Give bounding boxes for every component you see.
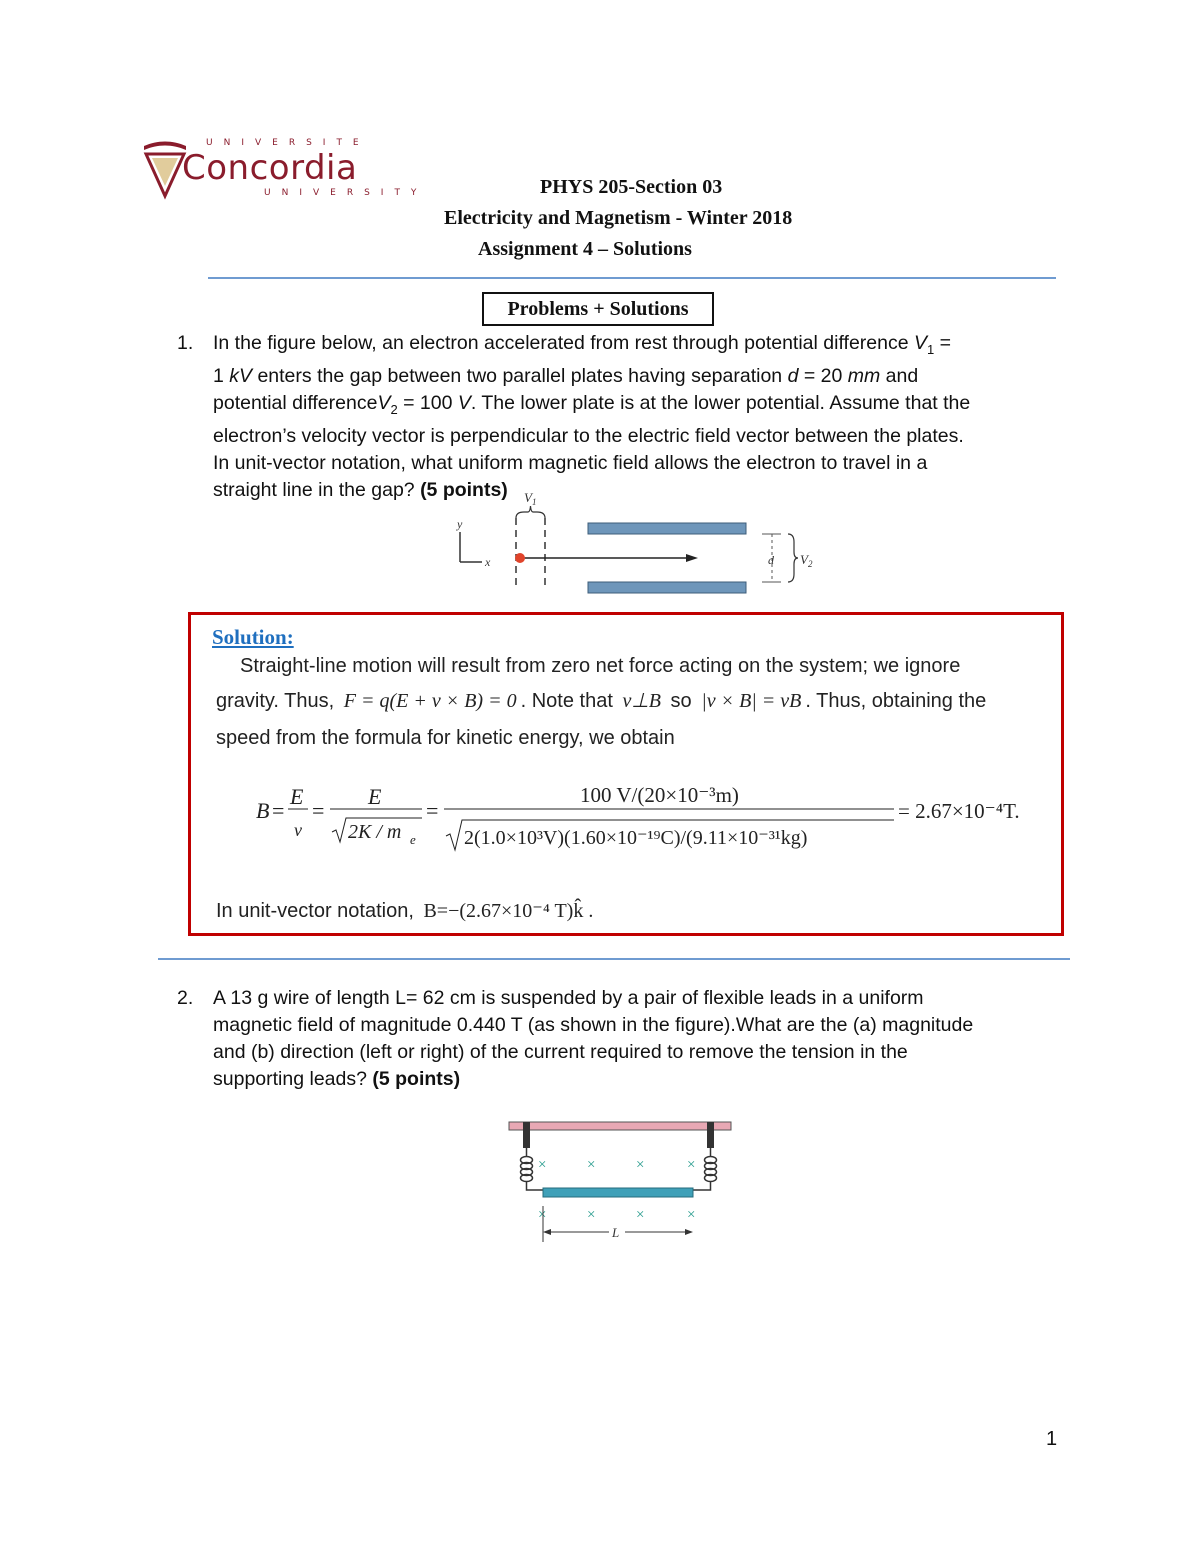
d-label: d: [768, 553, 774, 567]
svg-text:B: B: [256, 798, 270, 823]
logo-bottom-text: UNIVERSITY: [264, 188, 428, 198]
problems-box-label: Problems + Solutions: [507, 298, 689, 320]
field-cross-icon: ×: [636, 1157, 645, 1173]
concordia-logo: [138, 138, 428, 202]
axis-x-label: x: [485, 555, 491, 569]
problem-1-line-6: straight line in the gap? (5 points): [213, 478, 508, 501]
upper-plate: [588, 523, 746, 534]
course-title: PHYS 205-Section 03: [540, 176, 723, 198]
problems-box: [482, 292, 714, 326]
field-cross-icon: ×: [538, 1157, 547, 1173]
field-cross-icon: ×: [587, 1207, 596, 1223]
field-cross-icon: ×: [687, 1157, 696, 1173]
svg-text:E: E: [290, 784, 304, 809]
svg-text:=: =: [426, 798, 439, 823]
logo-name: Concordia: [182, 148, 358, 188]
problem-1: [177, 330, 1073, 504]
v2-brace: [788, 534, 798, 582]
v2-label: $V_2$: [800, 552, 813, 569]
right-clamp: [707, 1122, 714, 1148]
problem-2-line-2: magnetic field of magnitude 0.440 T (as shown in the figure).What are the (a) magnitude: [213, 1014, 974, 1036]
v1-label: $V_1$: [524, 490, 537, 507]
problem-2-line-1: A 13 g wire of length L= 62 cm is suspended by a pair of flexible leads in a uniform: [213, 987, 924, 1009]
problem-2-number: 2.: [177, 987, 194, 1009]
svg-text:=: =: [272, 798, 285, 823]
velocity-arrowhead: [686, 554, 698, 562]
subject-title: Electricity and Magnetism - Winter 2018: [444, 207, 793, 229]
assignment-title: Assignment 4 – Solutions: [478, 238, 692, 260]
magnetic-field-equation: [250, 778, 1050, 868]
figure-suspended-wire: [505, 1118, 735, 1248]
solution-line-1: Straight-line motion will result from zero net force acting on the system; we ignore: [240, 655, 961, 677]
length-label: L: [612, 1225, 620, 1240]
problem-2-line-3: and (b) direction (left or right) of the current required to remove the tension in the: [213, 1041, 908, 1063]
solution-line-3: speed from the formula for kinetic energy, we obtain: [216, 727, 675, 749]
problem-1-line-4: electron’s velocity vector is perpendicular to the electric field vector between the plates.: [213, 424, 964, 447]
field-cross-icon: ×: [636, 1207, 645, 1223]
force-equation: F = q(E + v × B) = 0: [343, 690, 517, 712]
svg-text:2K / m: 2K / m: [348, 821, 402, 843]
logo-top-text: UNIVERSITE: [206, 138, 370, 148]
section-divider: [158, 958, 1070, 960]
solution-line-2: gravity. Thus, F = q(E + v × B) = 0 . Note that v⊥B so |v × B| = vB . Thus, obtaining the: [216, 690, 987, 712]
problem-1-line-3: potential differenceV$_2$ = 100 V. The lower plate is at the lower potential. Assume that the: [213, 391, 971, 417]
perp-relation: v⊥B: [622, 690, 661, 712]
solution-heading: Solution:: [212, 625, 294, 649]
field-cross-icon: ×: [538, 1207, 547, 1223]
problem-2-line-4: supporting leads? (5 points): [213, 1068, 461, 1090]
figure-parallel-plates: [440, 490, 830, 600]
unit-vector-answer: B=−(2.67×10⁻⁴ T)k̂ .: [423, 900, 594, 922]
svg-text:E: E: [368, 784, 382, 809]
equation-denominator: 2(1.0×10³V)(1.60×10⁻¹⁹C)/(9.11×10⁻³¹kg): [464, 827, 808, 849]
electron: [515, 553, 525, 563]
solution-line-4: In unit-vector notation, B=−(2.67×10⁻⁴ T)k̂ .: [216, 900, 594, 922]
problem-2: [177, 985, 1073, 1093]
field-cross-icon: ×: [587, 1157, 596, 1173]
length-arrow-right: [685, 1229, 693, 1235]
svg-text:v: v: [294, 820, 302, 840]
right-lead-spring-icon: [693, 1148, 717, 1190]
problem-1-number: 1.: [177, 332, 194, 354]
problem-1-line-2: 1 kV enters the gap between two parallel plates having separation d = 20 mm and: [213, 364, 919, 387]
suspended-wire: [543, 1188, 693, 1197]
field-cross-icon: ×: [687, 1207, 696, 1223]
lower-plate: [588, 582, 746, 593]
axis-y-label: y: [457, 517, 463, 531]
svg-text:e: e: [410, 832, 416, 847]
equation-numerator: 100 V/(20×10⁻³m): [580, 783, 739, 807]
left-clamp: [523, 1122, 530, 1148]
cross-product-magnitude: |v × B| = vB: [701, 690, 802, 712]
header-divider: [208, 277, 1056, 279]
v1-brace: [516, 506, 545, 518]
ceiling-support: [509, 1122, 731, 1130]
problem-1-line-1: In the figure below, an electron accelerated from rest through potential difference $V_1$ =: [213, 332, 952, 357]
problem-1-line-5: In unit-vector notation, what uniform magnetic field allows the electron to travel in a: [213, 451, 928, 474]
length-arrow-left: [543, 1229, 551, 1235]
axes-icon: [460, 532, 482, 562]
svg-text:=: =: [312, 798, 325, 823]
page-number: 1: [1046, 1428, 1058, 1450]
equation-result: = 2.67×10⁻⁴T.: [898, 799, 1020, 823]
